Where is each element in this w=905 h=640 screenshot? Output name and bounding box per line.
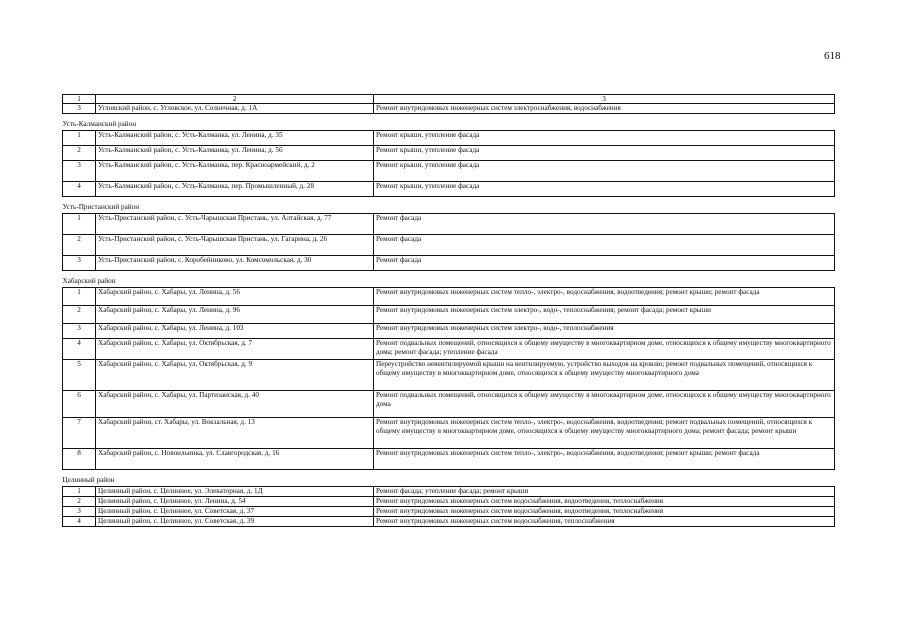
row-work: Ремонт внутридомовых инженерных систем тепло-, электро-, водоснабжения, водоотведения; ремонт подвальных помещений, относящихся к общему имуществу в многоквартирном доме, относящихся к общему имуществу многоквартирного дома; ремонт фасада; ремонт крыши: [374, 418, 835, 449]
table-row: [63, 487, 835, 497]
row-number: 3: [63, 161, 96, 182]
table-row: [63, 360, 835, 391]
row-work: Ремонт фасада: [374, 235, 835, 256]
section-heading-row: [63, 197, 835, 214]
row-address: Хабарский район, с. Хабары, ул. Ленина, д. 56: [96, 288, 374, 306]
row-address: Усть-Пристанский район, с. Усть-Чарышская Пристань, ул. Гагарина, д. 26: [96, 235, 374, 256]
header-col-1: 1: [63, 95, 96, 104]
row-address: Хабарский район, с. Хабары, ул. Октябрьская, д. 9: [96, 360, 374, 391]
row-work: Ремонт внутридомовых инженерных систем тепло-, электро-, водоснабжения, водоотведения; ремонт крыши; ремонт фасада: [374, 449, 835, 470]
row-address: Хабарский район, ст. Хабары, ул. Вокзальная, д. 13: [96, 418, 374, 449]
row-number: 2: [63, 306, 96, 324]
row-number: 4: [63, 517, 96, 527]
table-row: [63, 418, 835, 449]
row-work: Ремонт крыши, утепление фасада: [374, 182, 835, 197]
table-row: [63, 507, 835, 517]
row-work: Ремонт подвальных помещений, относящихся к общему имуществу в многоквартирном доме, относящихся к общему имуществу многоквартирного дома: [374, 391, 835, 418]
section-title: Усть-Пристанский район: [63, 197, 835, 214]
table-row: [63, 214, 835, 235]
table-row: [63, 391, 835, 418]
row-work: Переустройство невентилируемой крыши на вентилируемую, устройство выходов на кровлю; ремонт подвальных помещений, относящихся к общему имуществу в многоквартирном доме, относящихся к общему имуществу многоквартирного дома: [374, 360, 835, 391]
row-address: Хабарский район, с. Новоильинка, ул. Славгородская, д. 16: [96, 449, 374, 470]
row-work: Ремонт подвальных помещений, относящихся к общему имуществу в многоквартирном доме, относящихся к общему имуществу многоквартирного дома; ремонт фасада; утепление фасада: [374, 339, 835, 360]
row-work: Ремонт фасада; утепление фасада; ремонт крыши: [374, 487, 835, 497]
row-work: Ремонт внутридомовых инженерных систем тепло-, электро-, водоснабжения, водоотведения; ремонт крыши; ремонт фасада: [374, 288, 835, 306]
table-row: [63, 235, 835, 256]
table-row: [63, 146, 835, 161]
row-work: Ремонт фасада: [374, 256, 835, 271]
section-heading-row: [63, 114, 835, 131]
header-col-2: 2: [96, 95, 374, 104]
row-number: 2: [63, 497, 96, 507]
row-number: 1: [63, 487, 96, 497]
table-row: [63, 339, 835, 360]
row-address: Усть-Пристанский район, с. Усть-Чарышская Пристань, ул. Алтайская, д. 77: [96, 214, 374, 235]
row-address: Хабарский район, с. Хабары, ул. Октябрьская, д. 7: [96, 339, 374, 360]
row-address: Усть-Калманский район, с. Усть-Калманка, ул. Ленина, д. 56: [96, 146, 374, 161]
table-header-row: [63, 95, 835, 104]
row-number: 7: [63, 418, 96, 449]
table-row: [63, 324, 835, 339]
table-row: [63, 497, 835, 507]
row-address: Хабарский район, с. Хабары, ул. Ленина, д. 96: [96, 306, 374, 324]
row-address: Хабарский район, с. Хабары, ул. Партизанская, д. 40: [96, 391, 374, 418]
row-work: Ремонт внутридомовых инженерных систем электро-, водо-, теплоснабжения: [374, 324, 835, 339]
row-number: 3: [63, 507, 96, 517]
row-work: Ремонт внутридомовых инженерных систем водоснабжения, водоотведения, теплоснабжения: [374, 497, 835, 507]
row-address: Целинный район, с. Целинное, ул. Ленина, д. 54: [96, 497, 374, 507]
table-row: [63, 161, 835, 182]
row-number: 3: [63, 324, 96, 339]
table-row: [63, 288, 835, 306]
table-row: [63, 517, 835, 527]
row-number: 5: [63, 360, 96, 391]
row-address: Целинный район, с. Целинное, ул. Советская, д. 37: [96, 507, 374, 517]
row-work: Ремонт внутридомовых инженерных систем водоснабжения, теплоснабжения: [374, 517, 835, 527]
row-number: 8: [63, 449, 96, 470]
row-work: Ремонт фасада: [374, 214, 835, 235]
row-address: Целинный район, с. Целинное, ул. Советская, д. 39: [96, 517, 374, 527]
section-title: Усть-Калманский район: [63, 114, 835, 131]
row-address: Угловский район, с. Угловское, ул. Солнечная, д. 1А: [96, 104, 374, 114]
row-number: 3: [63, 256, 96, 271]
row-number: 4: [63, 182, 96, 197]
row-work: Ремонт внутридомовых инженерных систем водоснабжения, водоотведения, теплоснабжения: [374, 507, 835, 517]
row-work: Ремонт внутридомовых инженерных систем электроснабжения, водоснабжения: [374, 104, 835, 114]
row-work: Ремонт внутридомовых инженерных систем электро-, водо-, теплоснабжения; ремонт фасада; ремонт крыши: [374, 306, 835, 324]
row-number: 3: [63, 104, 96, 114]
row-number: 1: [63, 214, 96, 235]
section-heading-row: [63, 470, 835, 487]
section-title: Целинный район: [63, 470, 835, 487]
document-body: [62, 94, 834, 527]
row-work: Ремонт крыши, утепление фасада: [374, 146, 835, 161]
row-address: Усть-Калманский район, с. Усть-Калманка, пер. Красноармейский, д. 2: [96, 161, 374, 182]
row-address: Хабарский район, с. Хабары, ул. Ленина, д. 103: [96, 324, 374, 339]
row-number: 1: [63, 288, 96, 306]
section-title: Хабарский район: [63, 271, 835, 288]
page-number: 618: [824, 50, 841, 62]
row-address: Целинный район, с. Целинное, ул. Элеваторная, д. 1Д: [96, 487, 374, 497]
row-number: 2: [63, 235, 96, 256]
table-row: [63, 306, 835, 324]
table-row: [63, 104, 835, 114]
row-work: Ремонт крыши, утепление фасада: [374, 161, 835, 182]
row-number: 2: [63, 146, 96, 161]
table-row: [63, 182, 835, 197]
table-row: [63, 449, 835, 470]
row-work: Ремонт крыши, утепление фасада: [374, 131, 835, 146]
repair-table: [62, 94, 835, 527]
table-row: [63, 256, 835, 271]
row-address: Усть-Пристанский район, с. Коробейниково, ул. Комсомольская, д. 30: [96, 256, 374, 271]
row-address: Усть-Калманский район, с. Усть-Калманка, ул. Ленина, д. 35: [96, 131, 374, 146]
row-number: 6: [63, 391, 96, 418]
section-heading-row: [63, 271, 835, 288]
header-col-3: 3: [374, 95, 835, 104]
row-address: Усть-Калманский район, с. Усть-Калманка, пер. Промышленный, д. 28: [96, 182, 374, 197]
row-number: 1: [63, 131, 96, 146]
table-row: [63, 131, 835, 146]
row-number: 4: [63, 339, 96, 360]
